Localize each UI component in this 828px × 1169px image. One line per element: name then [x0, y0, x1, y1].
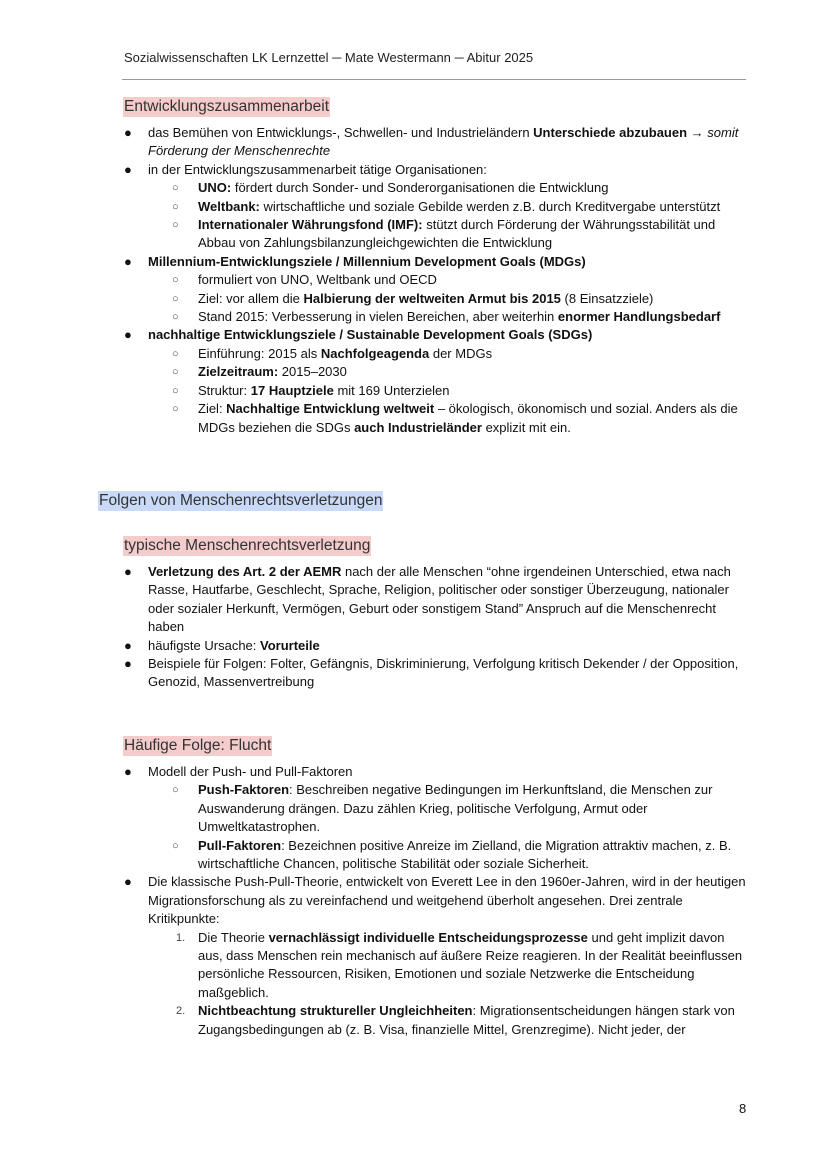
text: Beispiele für Folgen: Folter, Gefängnis, Diskriminierung, Verfolgung kritisch Dekender / der Opposition, Genozid, Massenvertreibung [148, 656, 739, 690]
list-item [0, 655, 828, 692]
text: Modell der Push- und Pull-Faktoren [148, 764, 353, 779]
text: und geht implizit davon aus, dass Menschen rein mechanisch auf äußere Reize reagieren. In der Realität beeinflussen persönliche Ressourcen, Risiken, Emotionen und soziale Netzwerke die Entscheidung maßgeblich. [198, 929, 743, 1000]
text: mit 169 Unterzielen [333, 382, 450, 398]
bold-text: Weltbank: [198, 198, 260, 214]
bold-text: UNO: [198, 180, 232, 196]
list-item [0, 198, 828, 216]
text: nach der alle Menschen “ohne irgendeinen Unterschied, etwa nach Rasse, Hautfarbe, Geschlecht, Sprache, Religion, politischer oder sonstiger Überzeugung, nationaler oder sozialer Herkunft, Vermögen, Geburt oder sonstigem Stand” Anspruch auf die Menschenrecht haben [148, 564, 731, 635]
text: fördert durch Sonder- und Sonderorganisationen die Entwicklung [231, 180, 609, 196]
circle-bullet-icon: ○ [172, 274, 179, 287]
text: Die klassische Push-Pull-Theorie, entwickelt von Everett Lee in den 1960er-Jahren, wird in der heutigen Migrationsforschung als zu vereinfachend und weitgehend überholt angesehen. Drei zentrale Kritikpunkte: [148, 874, 746, 927]
bold-text: Nachhaltige Entwicklung weltweit [226, 401, 435, 417]
list-item [0, 400, 828, 437]
bullet-icon: ● [124, 874, 132, 890]
bullet-icon: ● [124, 327, 132, 343]
bold-text: Verletzung des Art. 2 der AEMR [148, 564, 342, 579]
circle-bullet-icon: ○ [172, 292, 179, 305]
bold-text: vernachlässigt individuelle Entscheidungsprozesse [268, 929, 588, 945]
list-item [0, 382, 828, 400]
italic-text: somit Förderung der Menschenrechte [148, 125, 739, 159]
bold-text: Nachfolgeagenda [320, 345, 430, 361]
text: das Bemühen von Entwicklungs-, Schwellen- und Industrieländern [148, 125, 534, 140]
text: → [687, 125, 708, 140]
text: Struktur: [198, 382, 251, 398]
list-item [0, 563, 828, 637]
text: Ziel: [198, 401, 227, 417]
text: : Bezeichnen positive Anreize im Zielland, die Migration attraktiv machen, z. B. wirtschaftliche Chancen, politische Stabilität oder soziale Sicherheit. [198, 837, 732, 872]
bold-text: Nichtbeachtung struktureller Ungleichheiten [198, 1003, 473, 1019]
circle-bullet-icon: ○ [172, 200, 179, 213]
text: : Migrationsentscheidungen hängen stark von Zugangsbedingungen ab (z. B. Visa, finanzielle Mittel, Grenzregime). Nicht jeder, der [198, 1003, 735, 1037]
text: formuliert von UNO, Weltbank und OECD [198, 272, 437, 288]
page-number: 8 [739, 1101, 747, 1116]
list-number: 2. [176, 1005, 186, 1018]
list-item [0, 161, 828, 179]
bullet-icon: ● [124, 637, 132, 653]
list-item [0, 290, 828, 308]
section-heading: Häufige Folge: Flucht [124, 737, 272, 754]
list-item [0, 326, 828, 344]
bold-text: Vorurteile [260, 637, 320, 653]
section-heading: Entwicklungszusammenarbeit [124, 98, 330, 115]
bold-text: Push-Faktoren [198, 782, 290, 798]
bold-text: Halbierung der weltweiten Armut bis 2015 [303, 290, 561, 306]
bullet-icon: ● [124, 564, 132, 579]
circle-bullet-icon: ○ [172, 219, 179, 232]
section-heading: Folgen von Menschenrechtsverletzungen [99, 492, 383, 509]
list-item [0, 345, 828, 363]
bold-text: Millennium-Entwicklungsziele / Millennium Development Goals (MDGs) [148, 253, 586, 269]
list-item [0, 216, 828, 253]
list-item [0, 363, 828, 381]
header-divider [122, 79, 746, 80]
bold-text: Pull-Faktoren [198, 837, 282, 853]
text: Stand 2015: Verbesserung in vielen Bereichen, aber weiterhin [198, 309, 558, 325]
list-item [0, 763, 828, 781]
circle-bullet-icon: ○ [172, 403, 179, 416]
text: Ziel: vor allem die [198, 290, 304, 306]
text: : Beschreiben negative Bedingungen im Herkunftsland, die Menschen zur Auswanderung drängen. Dazu zählen Krieg, politische Verfolgung, Armut oder Umweltkatastrophen. [198, 782, 713, 835]
text: (8 Einsatzziele) [560, 290, 654, 306]
bold-text: enormer Handlungsbedarf [557, 309, 721, 325]
bullet-icon: ● [124, 161, 132, 177]
bullet-list [0, 763, 828, 1039]
circle-bullet-icon: ○ [172, 784, 179, 797]
page-header: Sozialwissenschaften LK Lernzettel ─ Mate Westermann ─ Abitur 2025 [124, 50, 534, 65]
circle-bullet-icon: ○ [172, 366, 179, 379]
text: häufigste Ursache: [148, 637, 261, 653]
text: stützt durch Förderung der Währungsstabilität und Abbau von Zahlungsbilanzungleichgewichten die Entwicklung [198, 217, 716, 251]
list-item [0, 1002, 828, 1039]
bullet-icon: ● [124, 125, 132, 140]
circle-bullet-icon: ○ [172, 347, 179, 360]
section-heading: typische Menschenrechtsverletzung [124, 537, 371, 554]
bullet-list [0, 563, 828, 692]
bold-text: Zielzeitraum: [198, 364, 279, 380]
circle-bullet-icon: ○ [172, 384, 179, 397]
bullet-list [0, 124, 828, 437]
text: in der Entwicklungszusammenarbeit tätige Organisationen: [148, 161, 487, 177]
bullet-icon: ● [124, 656, 132, 672]
text: Einführung: 2015 als [198, 345, 321, 361]
bold-text: Unterschiede abzubauen [533, 125, 688, 140]
bold-text: 17 Hauptziele [250, 382, 334, 398]
text: der MDGs [429, 345, 493, 361]
text: explizit mit ein. [481, 419, 571, 435]
list-item [0, 253, 828, 271]
list-item [0, 308, 828, 326]
circle-bullet-icon: ○ [172, 311, 179, 324]
list-number: 1. [176, 931, 186, 944]
circle-bullet-icon: ○ [172, 182, 179, 195]
list-item [0, 837, 828, 874]
list-item [0, 929, 828, 1003]
list-item [0, 179, 828, 197]
list-item [0, 124, 828, 161]
list-item [0, 873, 828, 928]
bold-text: auch Industrieländer [354, 419, 482, 435]
text: Die Theorie [198, 929, 269, 945]
circle-bullet-icon: ○ [172, 839, 179, 852]
bullet-icon: ● [124, 764, 132, 779]
text: wirtschaftliche und soziale Gebilde werden z.B. durch Kreditvergabe unterstützt [259, 198, 721, 214]
text: – ökologisch, ökonomisch und sozial. Anders als die MDGs beziehen die SDGs [198, 401, 738, 435]
bold-text: Internationaler Währungsfond (IMF): [198, 217, 423, 233]
list-item [0, 781, 828, 836]
list-item [0, 637, 828, 655]
bold-text: nachhaltige Entwicklungsziele / Sustainable Development Goals (SDGs) [148, 327, 593, 343]
text: 2015–2030 [278, 364, 347, 380]
list-item [0, 271, 828, 289]
bullet-icon: ● [124, 253, 132, 269]
